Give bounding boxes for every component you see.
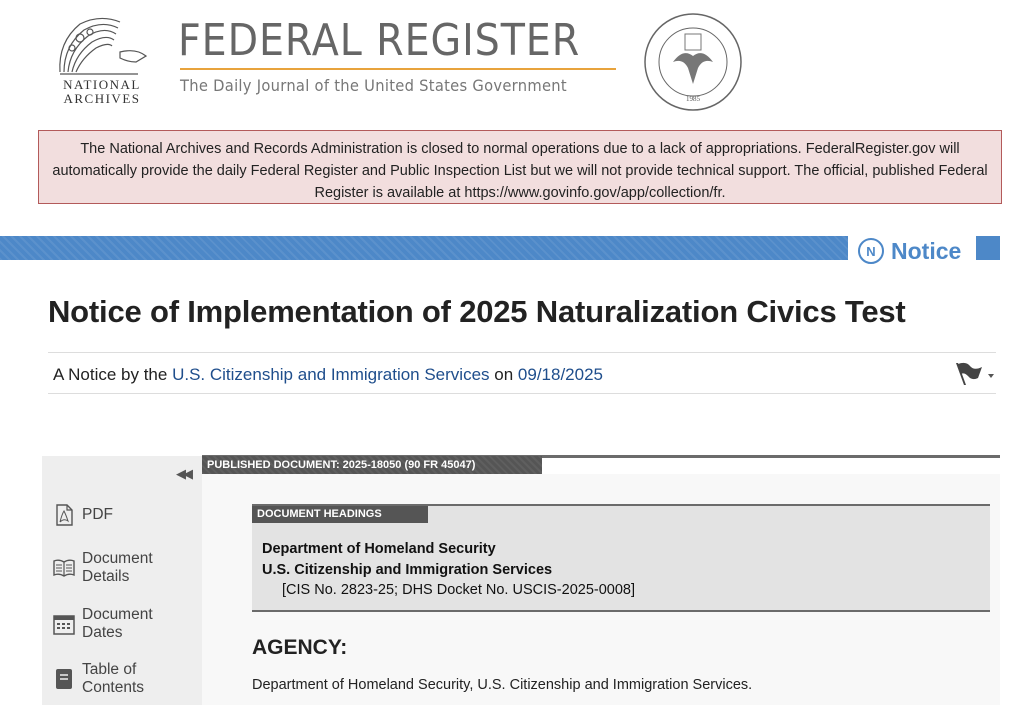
site-title[interactable]: FEDERAL REGISTER — [178, 15, 581, 66]
seal-year: 1985 — [686, 95, 700, 103]
heading-agency: U.S. Citizenship and Immigration Services — [262, 562, 553, 578]
doc-type-banner — [0, 236, 848, 260]
site-subtitle: The Daily Journal of the United States Government — [180, 76, 567, 95]
na-line-2: ARCHIVES — [63, 91, 141, 106]
heading-department: Department of Homeland Security — [262, 541, 496, 557]
sidebar-label-document-details: Document Details — [82, 550, 153, 585]
flag-dropdown-icon[interactable] — [952, 361, 996, 387]
doc-type-square — [976, 236, 1000, 260]
sidebar-label-document-dates: Document Dates — [82, 606, 153, 641]
agency-link[interactable]: U.S. Citizenship and Immigration Services — [172, 365, 490, 384]
document-headings — [252, 504, 990, 612]
document-sidebar — [42, 456, 202, 705]
byline-on: on — [489, 365, 518, 384]
title-rule — [180, 68, 616, 70]
agency-heading: AGENCY: — [252, 636, 348, 659]
nara-seal-icon — [643, 12, 743, 112]
byline-text — [53, 365, 603, 385]
byline-prefix: A Notice by the — [53, 365, 173, 384]
collapse-sidebar-icon[interactable]: ◀◀ — [176, 466, 190, 481]
book-icon — [52, 556, 76, 580]
document-title: Notice of Implementation of 2025 Naturalization Civics Test — [48, 294, 906, 329]
site-header — [0, 0, 1024, 120]
agency-text: Department of Homeland Security, U.S. Citizenship and Immigration Services. — [252, 677, 753, 693]
pdf-icon — [52, 503, 76, 527]
badge-letter: N — [866, 244, 876, 259]
heading-docket: [CIS No. 2823-25; DHS Docket No. USCIS-2025-0008] — [282, 582, 635, 598]
date-link[interactable]: 09/18/2025 — [517, 365, 603, 384]
sidebar-label-pdf: PDF — [82, 506, 113, 523]
shutdown-alert: The National Archives and Records Administration is closed to normal operations due to a lack of appropriations. FederalRegister.gov will automatically provide the daily Federal Register and Public Inspection List but we will not provide technical support. The official, published Federal Register is available at https://www.govinfo.gov/app/collection/fr. — [38, 130, 1002, 204]
published-document-label: PUBLISHED DOCUMENT: 2025-18050 (90 FR 45047) — [202, 456, 542, 474]
notice-badge-icon — [856, 237, 886, 265]
document-headings-label: DOCUMENT HEADINGS — [252, 506, 428, 523]
toc-icon — [52, 667, 76, 691]
sidebar-label-table-of-contents: Table of Contents — [82, 661, 145, 696]
doc-type-label: Notice — [891, 238, 962, 264]
document-byline — [48, 352, 996, 394]
national-archives-wordmark — [52, 78, 152, 106]
calendar-icon — [52, 612, 76, 636]
na-line-1: NATIONAL — [63, 77, 141, 92]
